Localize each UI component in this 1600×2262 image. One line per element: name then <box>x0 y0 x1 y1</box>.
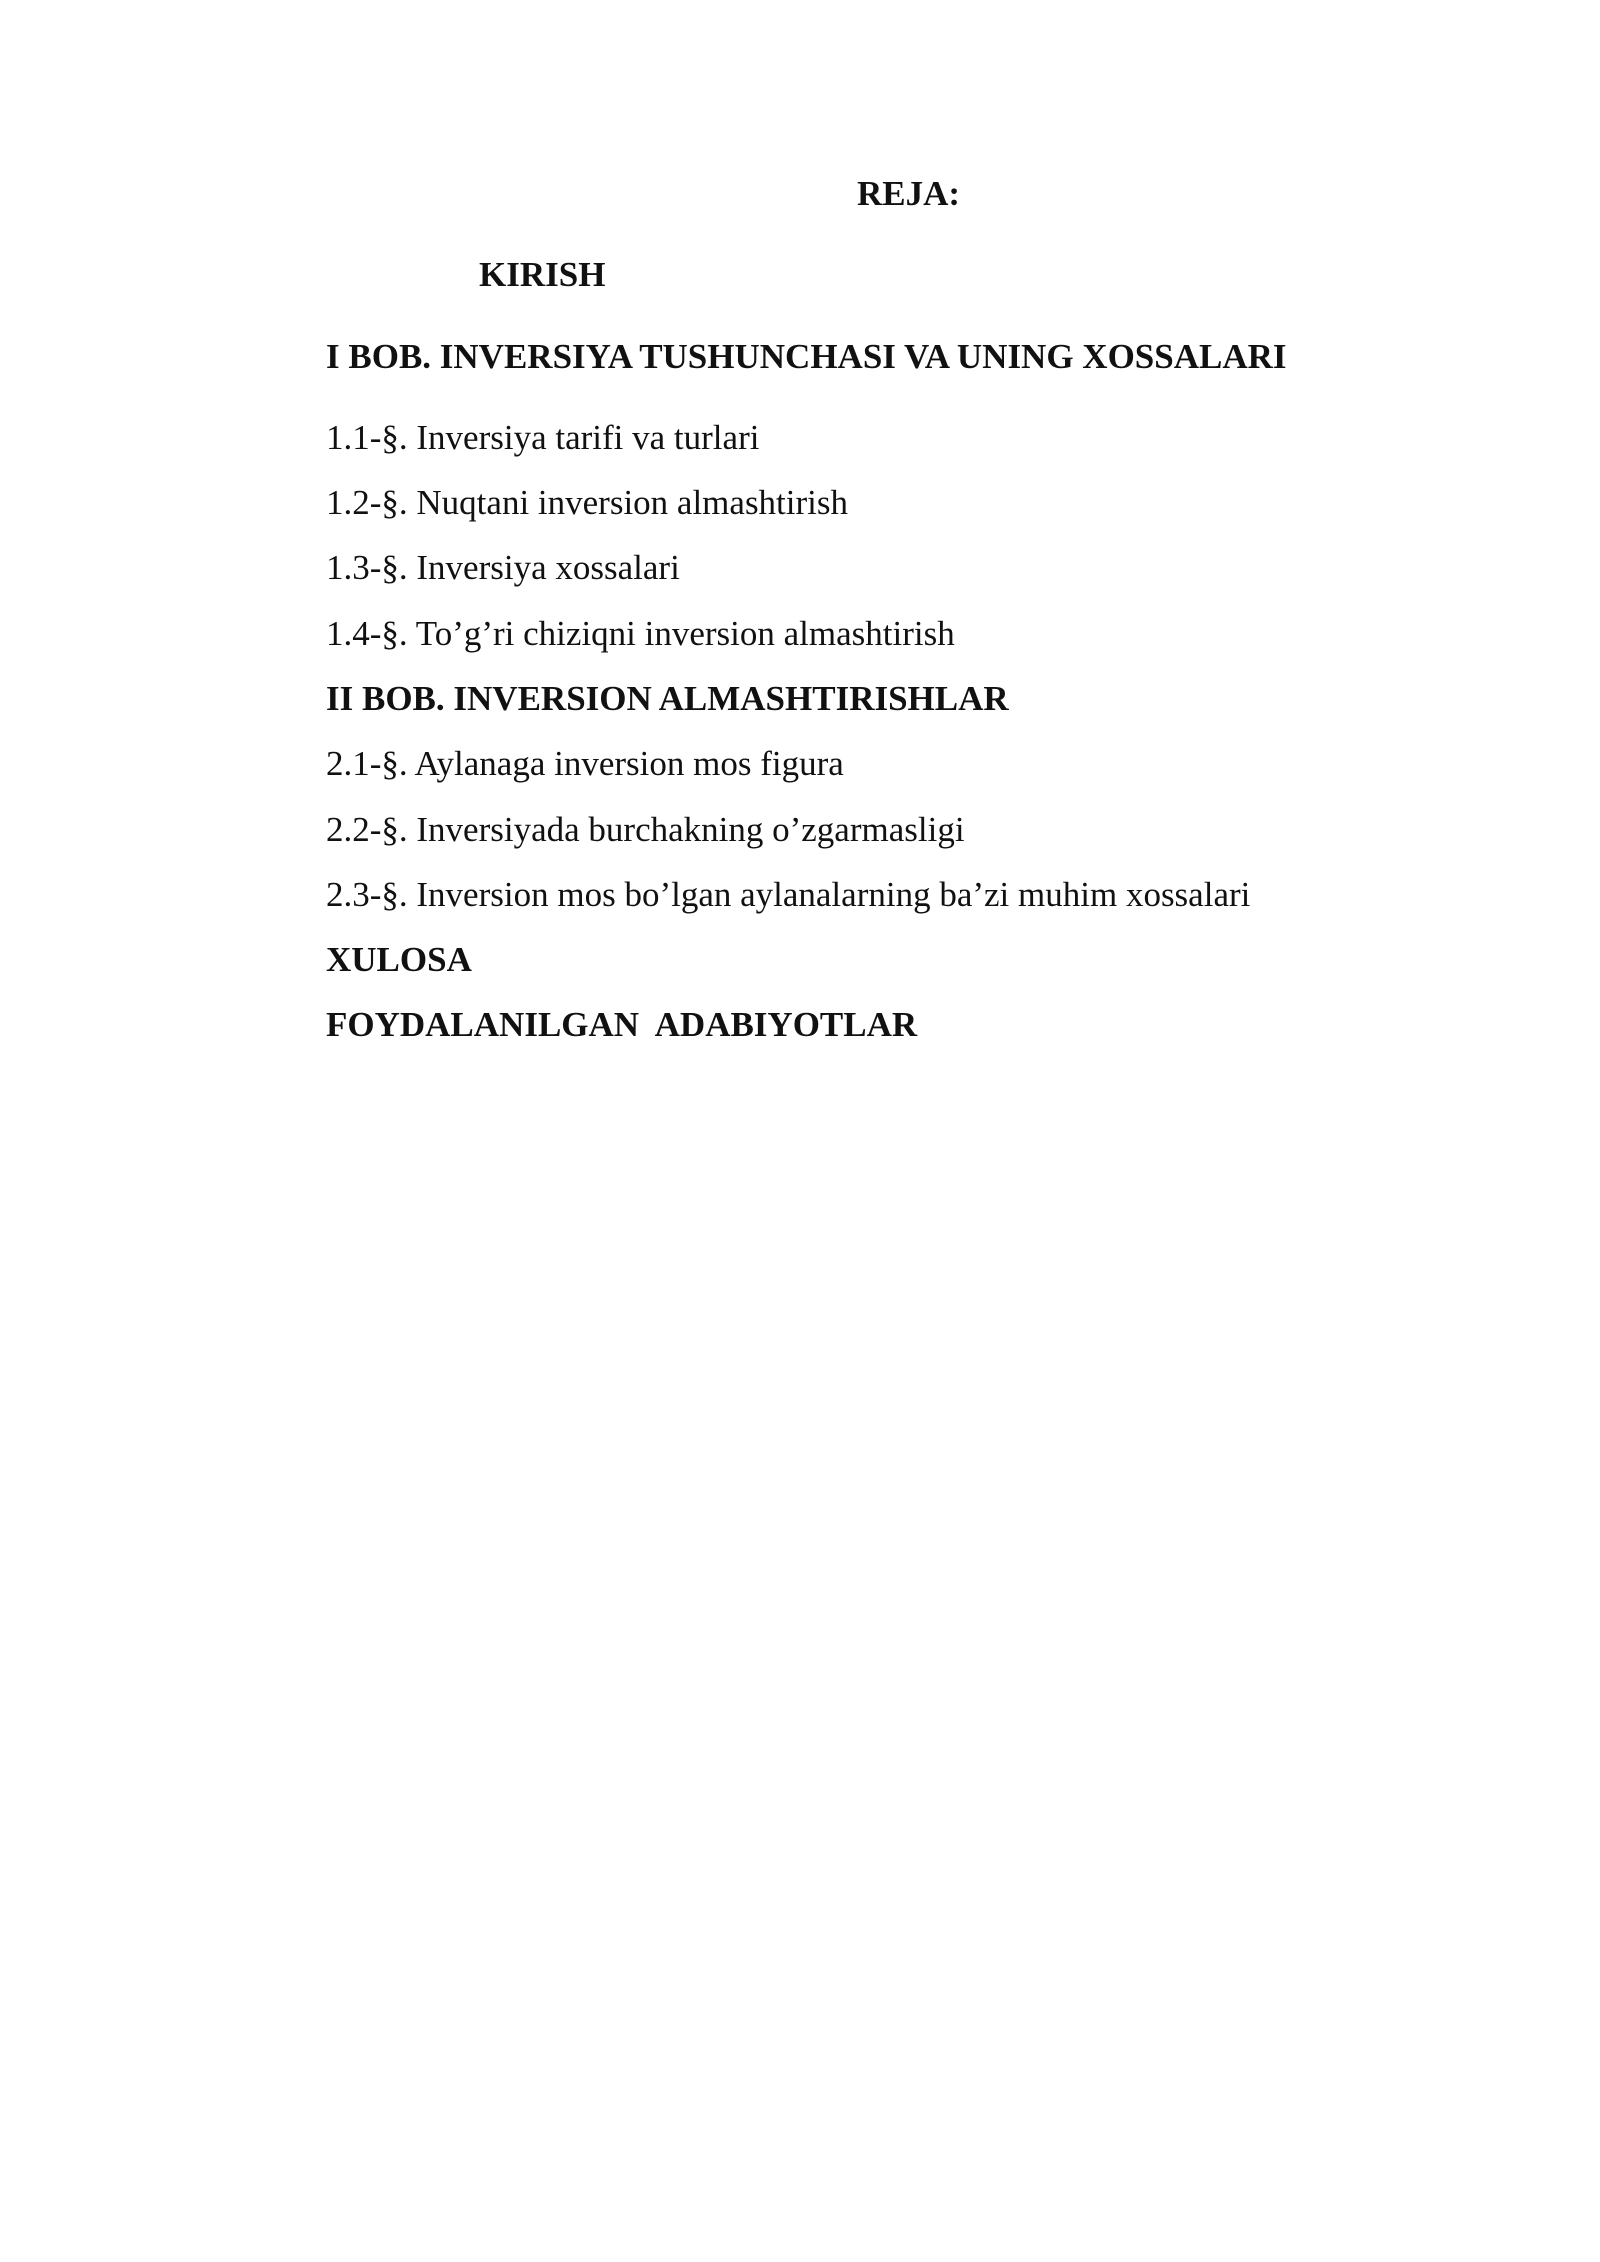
conclusion-heading: XULOSA <box>326 940 472 979</box>
section-1-2: 1.2-§. Nuqtani inversion almashtirish <box>326 483 849 522</box>
chapter-1-heading: I BOB. INVERSIYA TUSHUNCHASI VA UNING XOSSALARI <box>326 337 1287 376</box>
section-2-2: 2.2-§. Inversiyada burchakning o’zgarmasligi <box>326 810 965 849</box>
references-heading: FOYDALANILGAN ADABIYOTLAR <box>326 1005 918 1044</box>
section-1-1: 1.1-§. Inversiya tarifi va turlari <box>326 418 760 457</box>
section-2-1: 2.1-§. Aylanaga inversion mos figura <box>326 744 844 783</box>
intro-heading: KIRISH <box>479 255 606 294</box>
section-1-4: 1.4-§. To’g’ri chiziqni inversion almashtirish <box>326 614 955 653</box>
chapter-2-heading: II BOB. INVERSION ALMASHTIRISHLAR <box>326 679 1009 718</box>
section-2-3: 2.3-§. Inversion mos bo’lgan aylanalarning ba’zi muhim xossalari <box>326 875 1251 914</box>
page-title: REJA: <box>857 174 961 213</box>
section-1-3: 1.3-§. Inversiya xossalari <box>326 548 680 587</box>
